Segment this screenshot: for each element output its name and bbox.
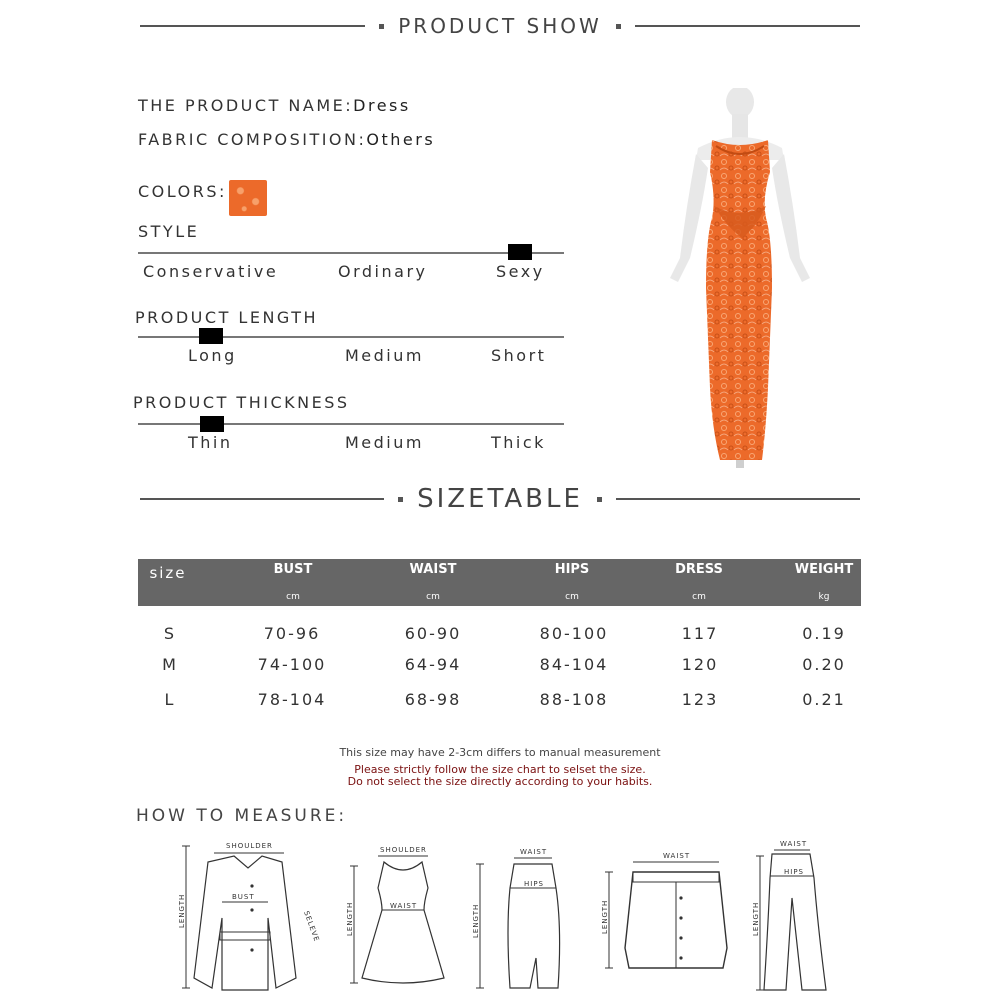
style-scale-line bbox=[138, 252, 564, 254]
skirt-hips-label: HIPS bbox=[524, 880, 544, 888]
shorts-waist-label: WAIST bbox=[663, 852, 691, 860]
header-bust: BUST bbox=[273, 562, 313, 577]
thickness-option-medium: Medium bbox=[345, 433, 424, 452]
sizetable-title: SIZETABLE bbox=[417, 484, 583, 514]
header-hips-unit: cm bbox=[565, 592, 579, 602]
dress-waist-label: WAIST bbox=[390, 902, 418, 910]
header-weight: WEIGHT bbox=[794, 562, 854, 577]
row-l-bust: 78-104 bbox=[257, 690, 327, 709]
thickness-scale-marker bbox=[200, 416, 224, 432]
jacket-shoulder-label: SHOULDER bbox=[226, 842, 273, 850]
row-m-bust: 74-100 bbox=[257, 655, 327, 674]
thickness-option-thin: Thin bbox=[188, 433, 233, 452]
note-not-by-habit: Do not select the size directly according to your habits. bbox=[347, 775, 653, 788]
header-bust-unit: cm bbox=[286, 592, 300, 602]
heading-dot-left bbox=[398, 497, 403, 502]
dress-body bbox=[706, 140, 772, 460]
note-measurement-variance: This size may have 2-3cm differs to manual measurement bbox=[339, 746, 661, 759]
row-s-waist: 60-90 bbox=[404, 624, 462, 643]
mannequin-right-arm bbox=[772, 154, 810, 282]
jacket-length-label: LENGTH bbox=[178, 893, 186, 928]
header-waist-unit: cm bbox=[426, 592, 440, 602]
mannequin-left-arm bbox=[670, 154, 708, 282]
header-dress: DRESS bbox=[675, 562, 723, 577]
row-m-size: M bbox=[162, 655, 178, 674]
fabric-label: FABRIC COMPOSITION: bbox=[138, 130, 367, 149]
style-scale-marker bbox=[508, 244, 532, 260]
product-name-value: Dress bbox=[353, 96, 411, 115]
row-m-waist: 64-94 bbox=[404, 655, 462, 674]
product-show-heading bbox=[140, 14, 860, 38]
row-s-hips: 80-100 bbox=[539, 624, 609, 643]
product-name-label: THE PRODUCT NAME: bbox=[138, 96, 354, 115]
length-option-long: Long bbox=[188, 346, 237, 365]
color-swatch-orange[interactable] bbox=[229, 180, 267, 216]
header-waist: WAIST bbox=[409, 562, 457, 577]
length-option-medium: Medium bbox=[345, 346, 424, 365]
pants-measure-diagram bbox=[748, 838, 858, 998]
skirt-waist-label: WAIST bbox=[520, 848, 548, 856]
heading-dot-right bbox=[597, 497, 602, 502]
jacket-sleeve-label: SELEVE bbox=[302, 909, 321, 944]
fabric-value: Others bbox=[366, 130, 436, 149]
dress-shoulder-label: SHOULDER bbox=[380, 846, 427, 854]
jacket-bust-label: BUST bbox=[232, 893, 255, 901]
heading-rule-right bbox=[616, 498, 860, 500]
shorts-length-label: LENGTH bbox=[601, 899, 609, 934]
thickness-option-thick: Thick bbox=[491, 433, 546, 452]
style-label: STYLE bbox=[138, 222, 200, 241]
row-l-weight: 0.21 bbox=[802, 690, 846, 709]
length-label: PRODUCT LENGTH bbox=[135, 308, 319, 327]
row-m-weight: 0.20 bbox=[802, 655, 846, 674]
fabric-line bbox=[138, 130, 435, 149]
skirt-length-label: LENGTH bbox=[472, 903, 480, 938]
row-l-dress: 123 bbox=[681, 690, 719, 709]
sizetable-heading bbox=[140, 484, 860, 514]
row-s-dress: 117 bbox=[681, 624, 719, 643]
row-m-dress: 120 bbox=[681, 655, 719, 674]
row-s-bust: 70-96 bbox=[263, 624, 321, 643]
header-weight-unit: kg bbox=[818, 592, 830, 602]
colors-label: COLORS: bbox=[138, 182, 227, 201]
product-show-title: PRODUCT SHOW bbox=[398, 14, 602, 38]
thickness-label: PRODUCT THICKNESS bbox=[133, 393, 350, 412]
heading-dot-left bbox=[379, 24, 384, 29]
row-s-size: S bbox=[163, 624, 177, 643]
jacket-measure-diagram bbox=[172, 838, 332, 998]
style-option-sexy: Sexy bbox=[496, 262, 545, 281]
pants-hips-label: HIPS bbox=[784, 868, 804, 876]
pants-length-label: LENGTH bbox=[752, 901, 760, 936]
heading-rule-left bbox=[140, 25, 365, 27]
row-l-size: L bbox=[164, 690, 176, 709]
length-option-short: Short bbox=[491, 346, 547, 365]
size-table-header bbox=[138, 559, 861, 606]
header-hips: HIPS bbox=[554, 562, 590, 577]
row-s-weight: 0.19 bbox=[802, 624, 846, 643]
dress-measure-diagram bbox=[340, 838, 460, 998]
heading-rule-right bbox=[635, 25, 860, 27]
product-dress-photo bbox=[650, 88, 830, 468]
header-dress-unit: cm bbox=[692, 592, 706, 602]
style-option-ordinary: Ordinary bbox=[338, 262, 428, 281]
header-size: size bbox=[149, 564, 187, 582]
pants-waist-label: WAIST bbox=[780, 840, 808, 848]
row-l-hips: 88-108 bbox=[539, 690, 609, 709]
length-scale-marker bbox=[199, 328, 223, 344]
skirt-measure-diagram bbox=[466, 838, 576, 998]
row-m-hips: 84-104 bbox=[539, 655, 609, 674]
mannequin-head bbox=[726, 88, 754, 118]
note-follow-chart: Please strictly follow the size chart to selset the size. bbox=[354, 763, 646, 776]
shorts-measure-diagram bbox=[595, 838, 745, 998]
mannequin-stand bbox=[736, 460, 744, 468]
how-to-measure-title: HOW TO MEASURE: bbox=[136, 806, 348, 826]
dress-length-label: LENGTH bbox=[346, 901, 354, 936]
style-option-conservative: Conservative bbox=[143, 262, 279, 281]
product-name-line bbox=[138, 96, 411, 115]
heading-dot-right bbox=[616, 24, 621, 29]
mannequin-neck bbox=[732, 114, 748, 138]
heading-rule-left bbox=[140, 498, 384, 500]
row-l-waist: 68-98 bbox=[404, 690, 462, 709]
